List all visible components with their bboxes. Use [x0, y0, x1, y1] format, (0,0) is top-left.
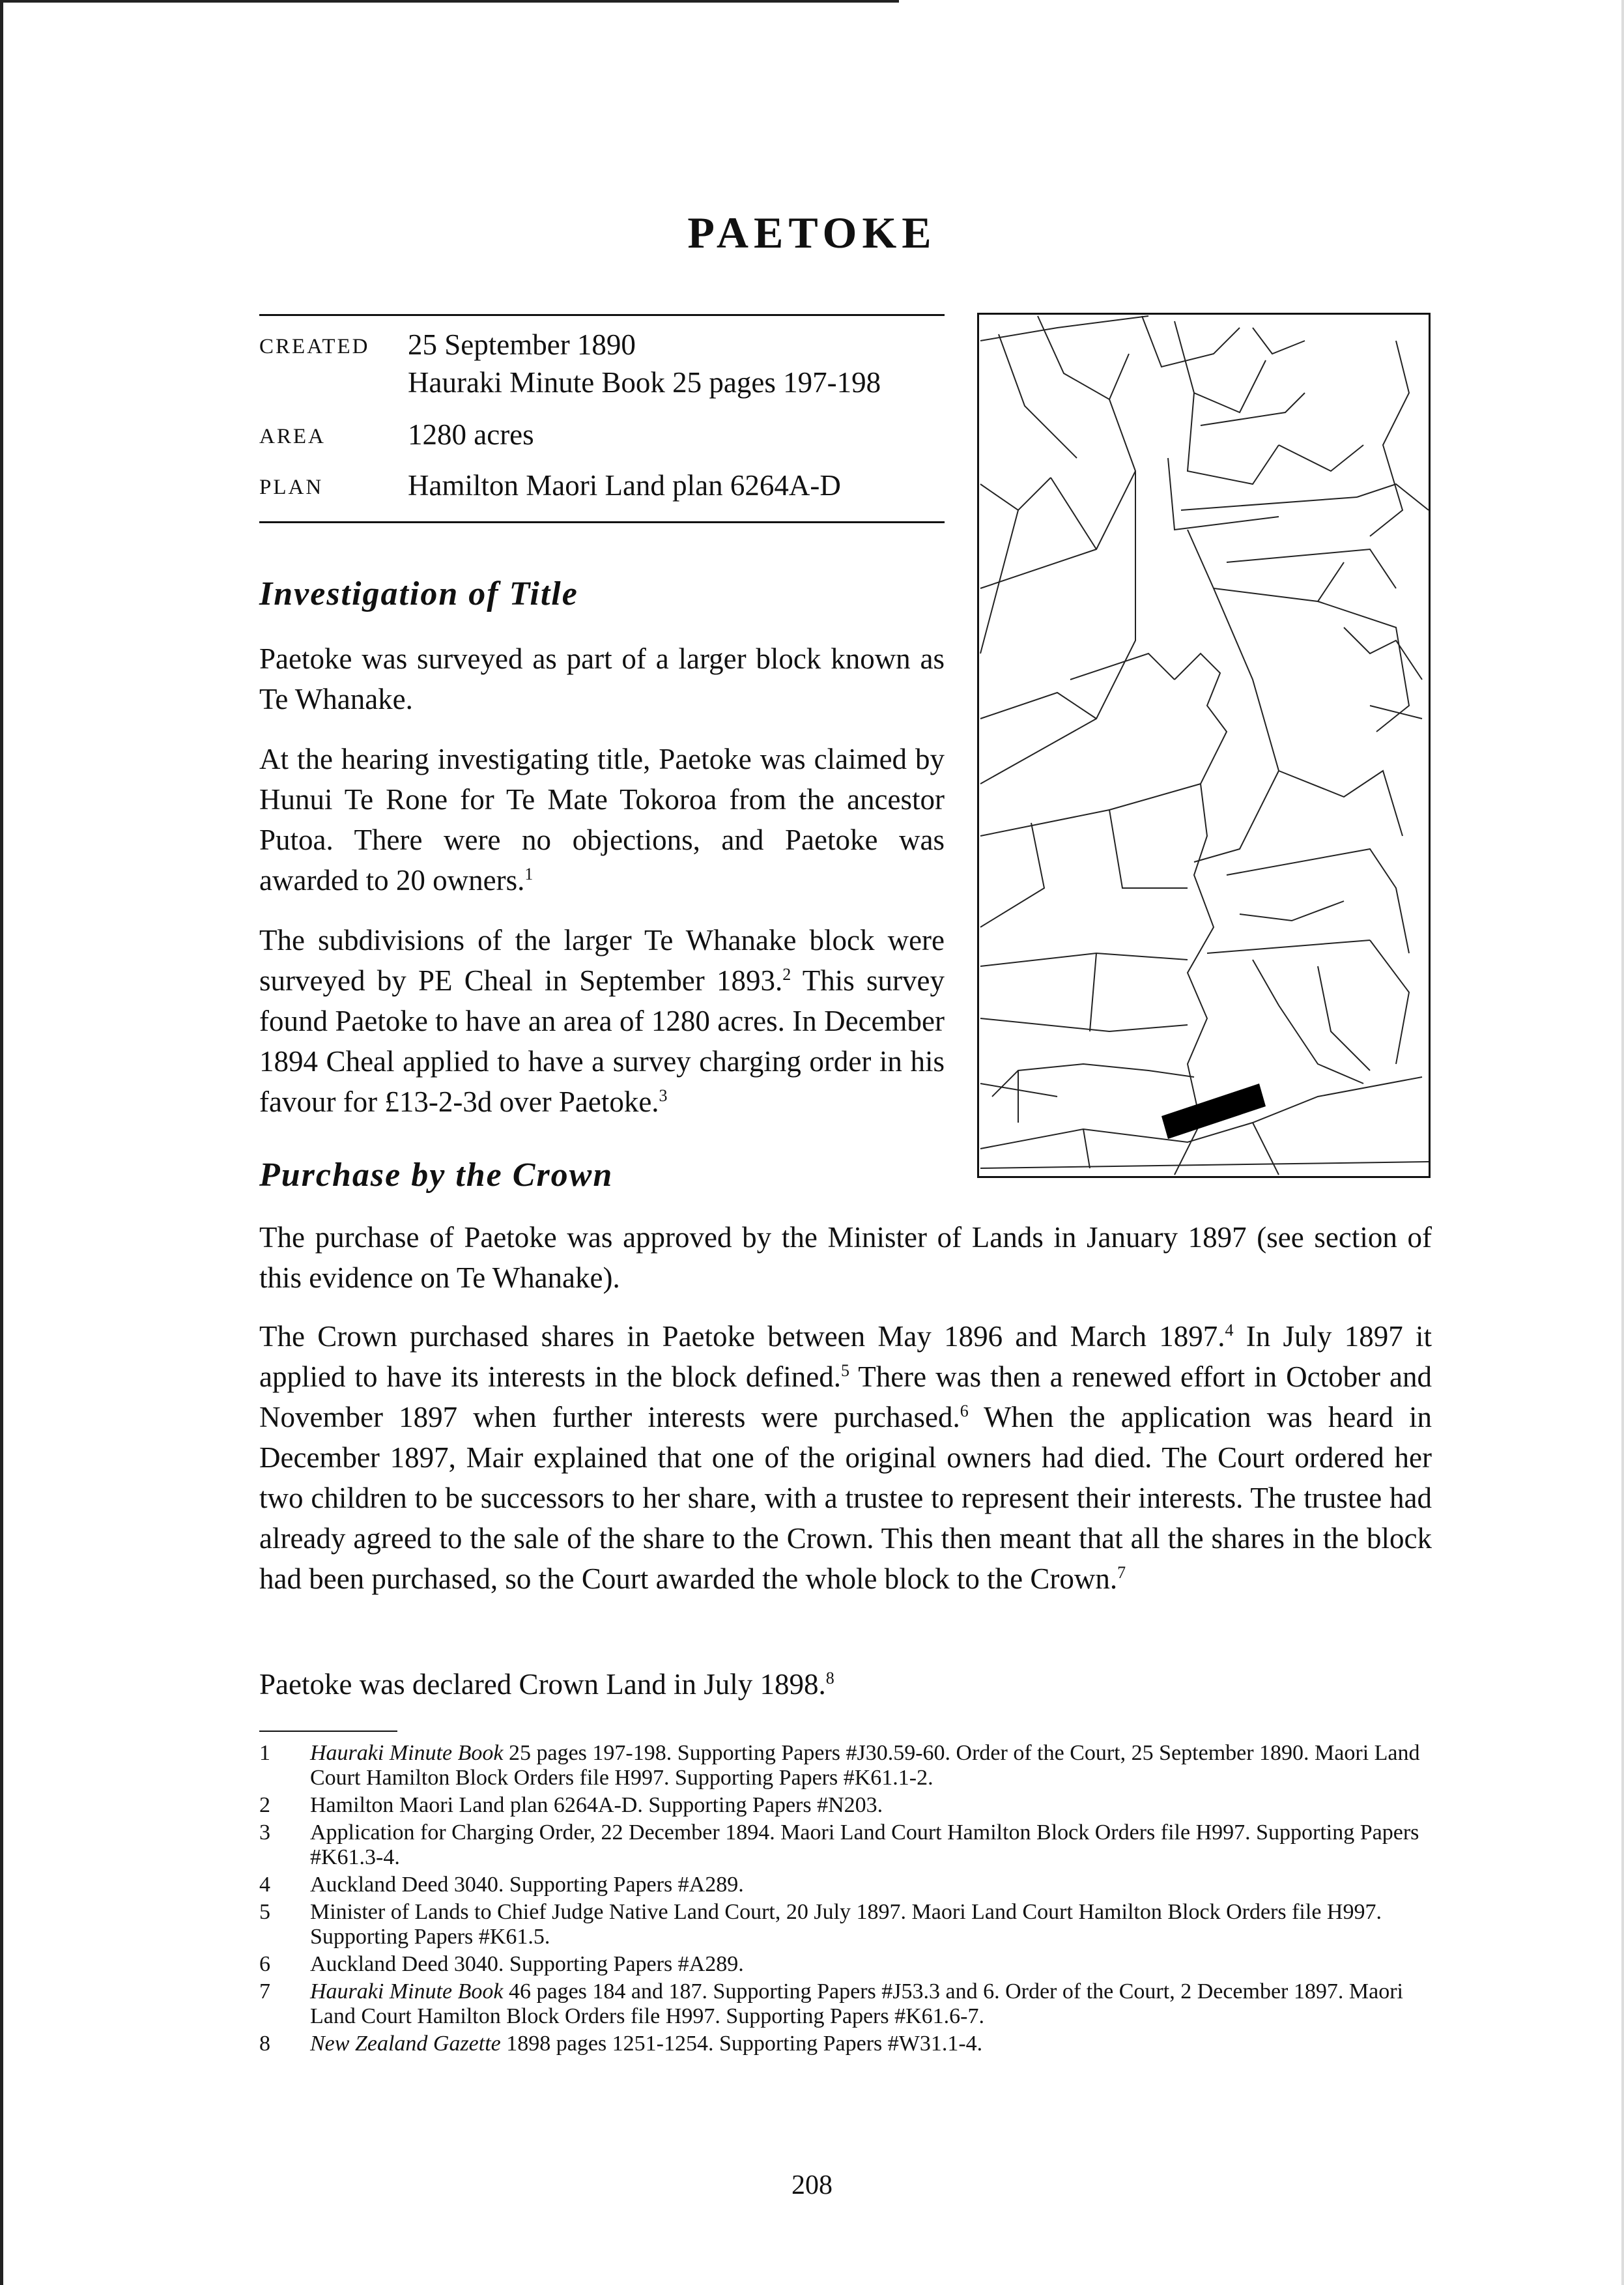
footnote-ref-4: 4	[1225, 1321, 1234, 1340]
footnote-ref-7: 7	[1117, 1563, 1126, 1582]
created-value	[408, 326, 881, 401]
footnote-number: 1	[259, 1741, 270, 1765]
footnote-number: 5	[259, 1900, 270, 1924]
purchase-paragraph-3	[259, 1664, 1432, 1704]
meta-row-created	[259, 326, 945, 401]
purchase-paragraph-2-text-c: There was then a renewed effort in October and November 1897 when further interests were purchased.	[259, 1360, 1432, 1433]
created-date: 25 September 1890	[408, 328, 636, 361]
footnotes	[259, 1741, 1432, 2059]
created-label: CREATED	[259, 335, 370, 358]
investigation-paragraph-2	[259, 739, 945, 900]
area-value: 1280 acres	[408, 418, 534, 451]
plan-label: PLAN	[259, 476, 324, 499]
investigation-paragraph-3	[259, 920, 945, 1122]
scan-edge-top	[0, 0, 899, 3]
investigation-paragraph-3-text-b: This survey found Paetoke to have an area of 1280 acres. In December 1894 Cheal applied to have a survey charging order in his favour for £13-2-3d over Paetoke.	[259, 964, 945, 1118]
footnote-text	[310, 1873, 1432, 1897]
footnote-body: 1898 pages 1251-1254. Supporting Papers #W31.1-4.	[500, 2032, 983, 2056]
footnote	[259, 1741, 1432, 1790]
footnote-body: 46 pages 184 and 187. Supporting Papers #J53.3 and 6. Order of the Court, 2 December 1897. Maori Land Court Hamilton Block Orders file H997. Supporting Papers #K61.6-7.	[310, 1979, 1403, 2028]
footnote-italic: New Zealand Gazette	[310, 2032, 501, 2056]
scan-edge-left	[0, 0, 3, 2285]
footnote-text	[310, 1952, 1432, 1977]
footnote-text	[310, 1979, 1432, 2029]
footnote	[259, 1793, 1432, 1818]
purchase-paragraph-3-text: Paetoke was declared Crown Land in July 1898.	[259, 1668, 826, 1701]
footnote-number: 3	[259, 1820, 270, 1845]
footnote	[259, 2032, 1432, 2056]
purchase-paragraph-2-text-a: The Crown purchased shares in Paetoke between May 1896 and March 1897.	[259, 1320, 1225, 1353]
footnote-ref-5: 5	[841, 1361, 850, 1380]
area-label: AREA	[259, 425, 326, 448]
footnote-text	[310, 1741, 1432, 1790]
purchase-paragraph-2-text-d: When the application was heard in December 1897, Mair explained that one of the original owners had died. The Court ordered her two children to be successors to her share, with a trustee to represent their interests. The trustee had already agreed to the sale of the share to the Crown. This then meant that all the shares in the block had been purchased, so the Court awarded the whole block to the Crown.	[259, 1401, 1432, 1595]
purchase-paragraph-2	[259, 1316, 1432, 1599]
footnote-ref-3: 3	[659, 1086, 668, 1105]
footnote-number: 6	[259, 1952, 270, 1976]
meta-table	[259, 326, 945, 504]
page-number: 208	[791, 2170, 833, 2200]
meta-row-plan	[259, 467, 945, 504]
footnote-body: Auckland Deed 3040. Supporting Papers #A289.	[310, 1952, 744, 1976]
footnote	[259, 1952, 1432, 1977]
location-map	[977, 313, 1431, 1178]
heading-purchase: Purchase by the Crown	[259, 1157, 614, 1194]
footnote-body: Application for Charging Order, 22 December 1894. Maori Land Court Hamilton Block Orders file H997. Supporting Papers #K61.3-4.	[310, 1820, 1419, 1869]
meta-top-rule	[259, 314, 945, 316]
page-title: PAETOKE	[687, 208, 937, 257]
plan-value: Hamilton Maori Land plan 6264A-D	[408, 469, 841, 502]
footnote-separator	[259, 1731, 397, 1732]
footnote	[259, 1873, 1432, 1897]
created-source: Hauraki Minute Book 25 pages 197-198	[408, 366, 881, 399]
investigation-paragraph-3-text-a: The subdivisions of the larger Te Whanake block were surveyed by PE Cheal in September 1893.	[259, 924, 945, 997]
scan-edge-right	[1621, 0, 1624, 2285]
footnote-body: Auckland Deed 3040. Supporting Papers #A289.	[310, 1873, 744, 1897]
footnote-number: 4	[259, 1873, 270, 1897]
footnote-text	[310, 1793, 1432, 1818]
paetoke-block-shape	[1161, 1084, 1266, 1139]
footnote	[259, 1900, 1432, 1949]
purchase-paragraph-2-text-b: In July 1897 it applied to have its interests in the block defined.	[259, 1320, 1432, 1393]
footnote-body: Hamilton Maori Land plan 6264A-D. Supporting Papers #N203.	[310, 1793, 883, 1817]
footnote-ref-1: 1	[524, 865, 534, 884]
meta-bottom-rule	[259, 521, 945, 523]
footnote-italic: Hauraki Minute Book	[310, 1741, 504, 1765]
footnote-number: 7	[259, 1979, 270, 2004]
footnote	[259, 1979, 1432, 2029]
footnote-body: 25 pages 197-198. Supporting Papers #J30.59-60. Order of the Court, 25 September 1890. Maori Land Court Hamilton Block Orders file H997. Supporting Papers #K61.1-2.	[310, 1741, 1420, 1790]
footnote-ref-8: 8	[825, 1669, 834, 1688]
footnote-number: 2	[259, 1793, 270, 1817]
footnote	[259, 1820, 1432, 1870]
footnote-ref-6: 6	[960, 1401, 969, 1420]
footnote-text	[310, 2032, 1432, 2056]
footnote-ref-2: 2	[782, 965, 791, 984]
heading-investigation: Investigation of Title	[259, 575, 578, 612]
investigation-paragraph-2-text: At the hearing investigating title, Paetoke was claimed by Hunui Te Rone for Te Mate Tokoroa from the ancestor Putoa. There were no objections, and Paetoke was awarded to 20 owners.	[259, 743, 945, 897]
footnote-text	[310, 1900, 1432, 1949]
footnote-text	[310, 1820, 1432, 1870]
footnote-number: 8	[259, 2032, 270, 2056]
cadastral-map-image	[979, 315, 1429, 1176]
footnote-italic: Hauraki Minute Book	[310, 1979, 504, 2004]
meta-row-area	[259, 416, 945, 453]
investigation-paragraph-1: Paetoke was surveyed as part of a larger block known as Te Whanake.	[259, 642, 945, 715]
footnote-body: Minister of Lands to Chief Judge Native Land Court, 20 July 1897. Maori Land Court Hamilton Block Orders file H997. Supporting Papers #K61.5.	[310, 1900, 1382, 1949]
purchase-paragraph-1: The purchase of Paetoke was approved by the Minister of Lands in January 1897 (see section of this evidence on Te Whanake).	[259, 1221, 1432, 1294]
